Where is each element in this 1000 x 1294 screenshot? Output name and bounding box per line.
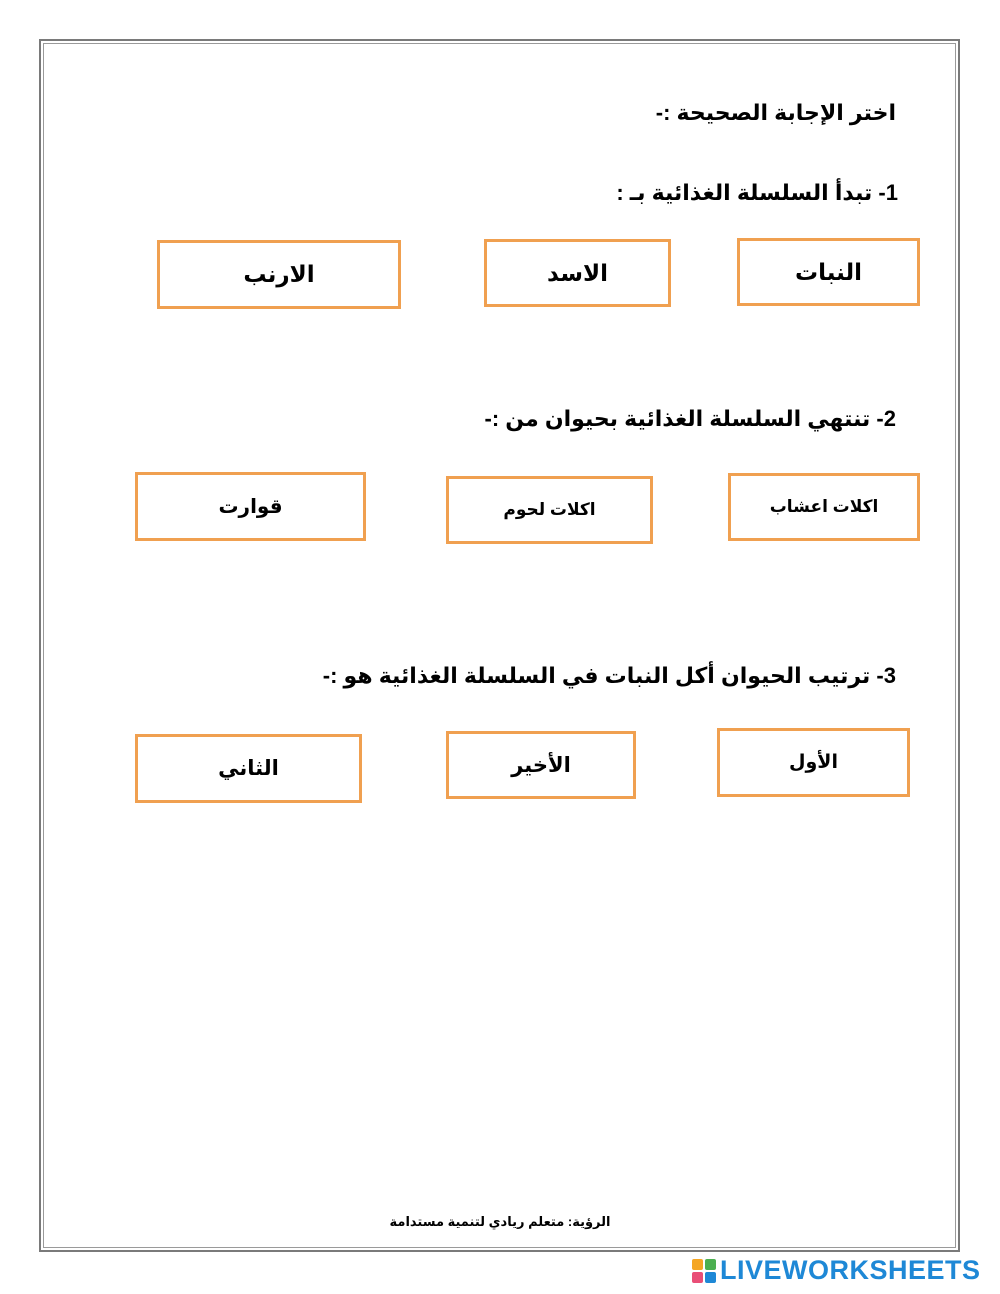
footer-vision: الرؤية: متعلم ريادي لتنمية مستدامة	[389, 1214, 611, 1229]
question-2-text: 2- تنتهي السلسلة الغذائية بحيوان من :-	[484, 406, 896, 431]
q3-option-3[interactable]: الثاني	[135, 734, 362, 803]
q2-option-2[interactable]: اكلات لحوم	[446, 476, 653, 544]
q2-option-3[interactable]: قوارت	[135, 472, 366, 541]
q3-option-2[interactable]: الأخير	[446, 731, 636, 799]
brand-name: LIVEWORKSHEETS	[720, 1255, 981, 1285]
page-border-inner	[43, 43, 956, 1248]
question-3-text: 3- ترتيب الحيوان أكل النبات في السلسلة الغذائية هو :-	[322, 663, 896, 688]
brand-watermark[interactable]	[692, 1255, 981, 1286]
liveworksheets-logo-icon	[692, 1259, 716, 1283]
question-1-text: 1- تبدأ السلسلة الغذائية بـ :	[616, 180, 898, 205]
q1-option-3[interactable]: الارنب	[157, 240, 401, 309]
q2-option-1[interactable]: اكلات اعشاب	[728, 473, 920, 541]
q1-option-2[interactable]: الاسد	[484, 239, 671, 307]
q3-option-1[interactable]: الأول	[717, 728, 910, 797]
q1-option-1[interactable]: النبات	[737, 238, 920, 306]
instruction-heading: اختر الإجابة الصحيحة :-	[655, 100, 896, 125]
